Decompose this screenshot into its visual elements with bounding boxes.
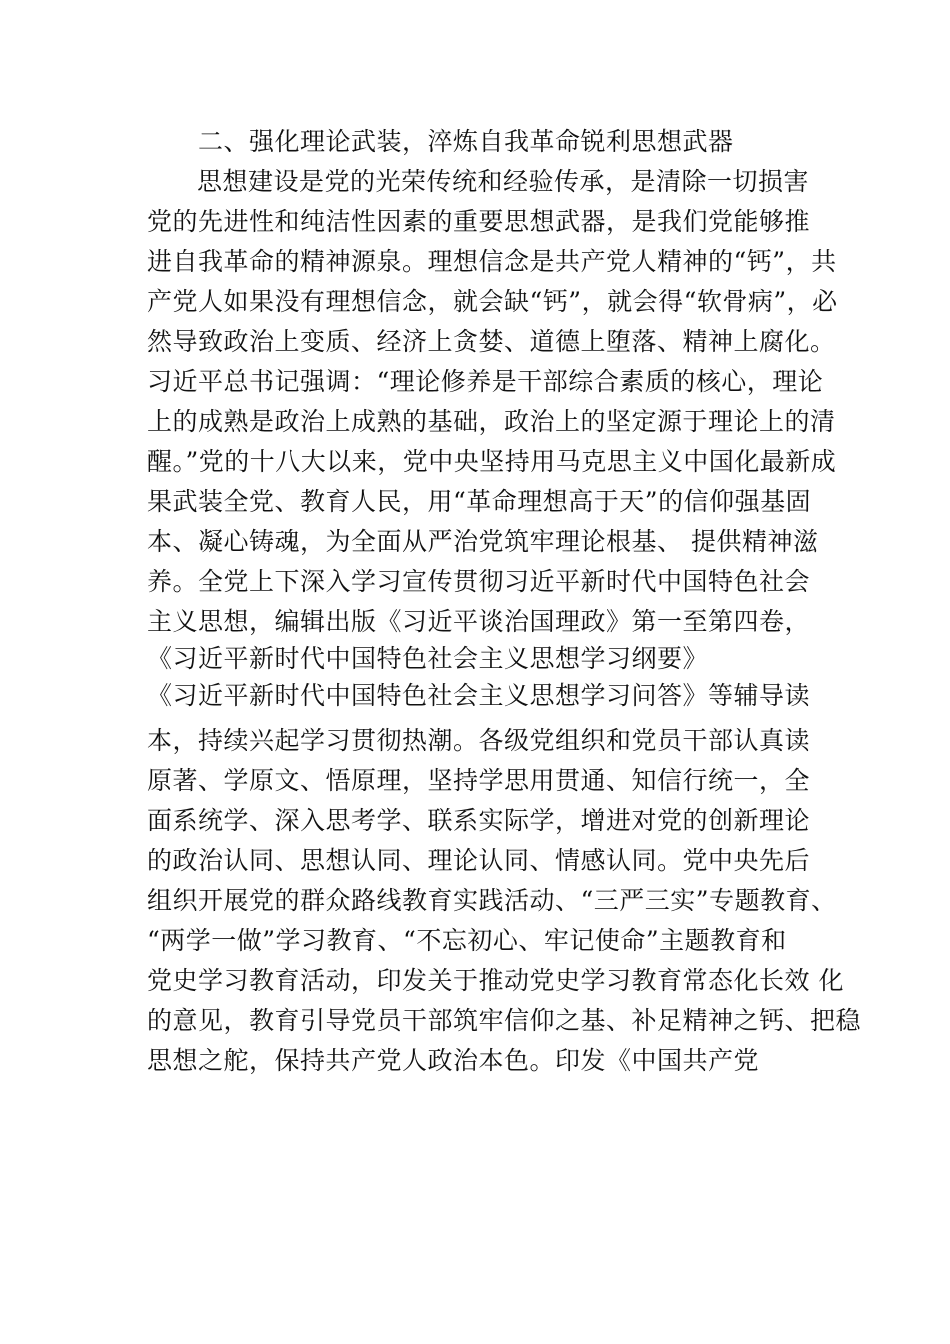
text-line: 组织开展党的群众路线教育实践活动、“三严三实”专题教育、: [147, 886, 837, 915]
text-line: 主义思想，编辑出版《习近平谈治国理政》第一至第四卷，: [147, 607, 811, 636]
text-line: 上的成熟是政治上成熟的基础，政治上的坚定源于理论上的清: [147, 407, 836, 436]
text-line: 习近平总书记强调：“理论修养是干部综合素质的核心，理论: [147, 367, 824, 396]
text-line: 面系统学、深入思考学、联系实际学，增进对党的创新理论: [147, 806, 811, 835]
text-line: 养。全党上下深入学习宣传贯彻习近平新时代中国特色社会: [147, 567, 811, 596]
text-line: 思想之舵，保持共产党人政治本色。印发《中国共产党: [147, 1046, 760, 1075]
text-line: 果武装全党、教育人民，用“革命理想高于天”的信仰强基固: [147, 487, 812, 516]
text-line: 产党人如果没有理想信念，就会缺“钙”，就会得“软骨病”，必: [147, 287, 838, 316]
text-line: 然导致政治上变质、经济上贪婪、道德上堕落、精神上腐化。: [147, 327, 836, 356]
text-line: “两学一做”学习教育、“不忘初心、牢记使命”主题教育和: [147, 926, 787, 955]
section-heading: 二、强化理论武装，淬炼自我革命锐利思想武器: [198, 127, 734, 156]
text-line: 原著、学原文、悟原理，坚持学思用贯通、知信行统一，全: [147, 766, 811, 795]
text-line: 党史学习教育活动，印发关于推动党史学习教育常态化长效 化: [147, 966, 844, 995]
text-line: 进自我革命的精神源泉。理想信念是共产党人精神的“钙”，共: [147, 247, 837, 276]
text-line: 醒。”党的十八大以来，党中央坚持用马克思主义中国化最新成: [147, 447, 837, 476]
text-line: 《习近平新时代中国特色社会主义思想学习纲要》: [147, 644, 709, 673]
text-line: 本、凝心铸魂，为全面从严治党筑牢理论根基、 提供精神滋: [147, 527, 819, 556]
text-line: 本，持续兴起学习贯彻热潮。各级党组织和党员干部认真读: [147, 726, 811, 755]
text-line: 的意见，教育引导党员干部筑牢信仰之基、补足精神之钙、把稳: [147, 1006, 862, 1035]
text-line: 《习近平新时代中国特色社会主义思想学习问答》等辅导读: [147, 681, 811, 710]
text-line: 思想建设是党的光荣传统和经验传承，是清除一切损害: [197, 167, 810, 196]
text-line: 党的先进性和纯洁性因素的重要思想武器，是我们党能够推: [147, 207, 811, 236]
text-line: 的政治认同、思想认同、理论认同、情感认同。党中央先后: [147, 846, 811, 875]
